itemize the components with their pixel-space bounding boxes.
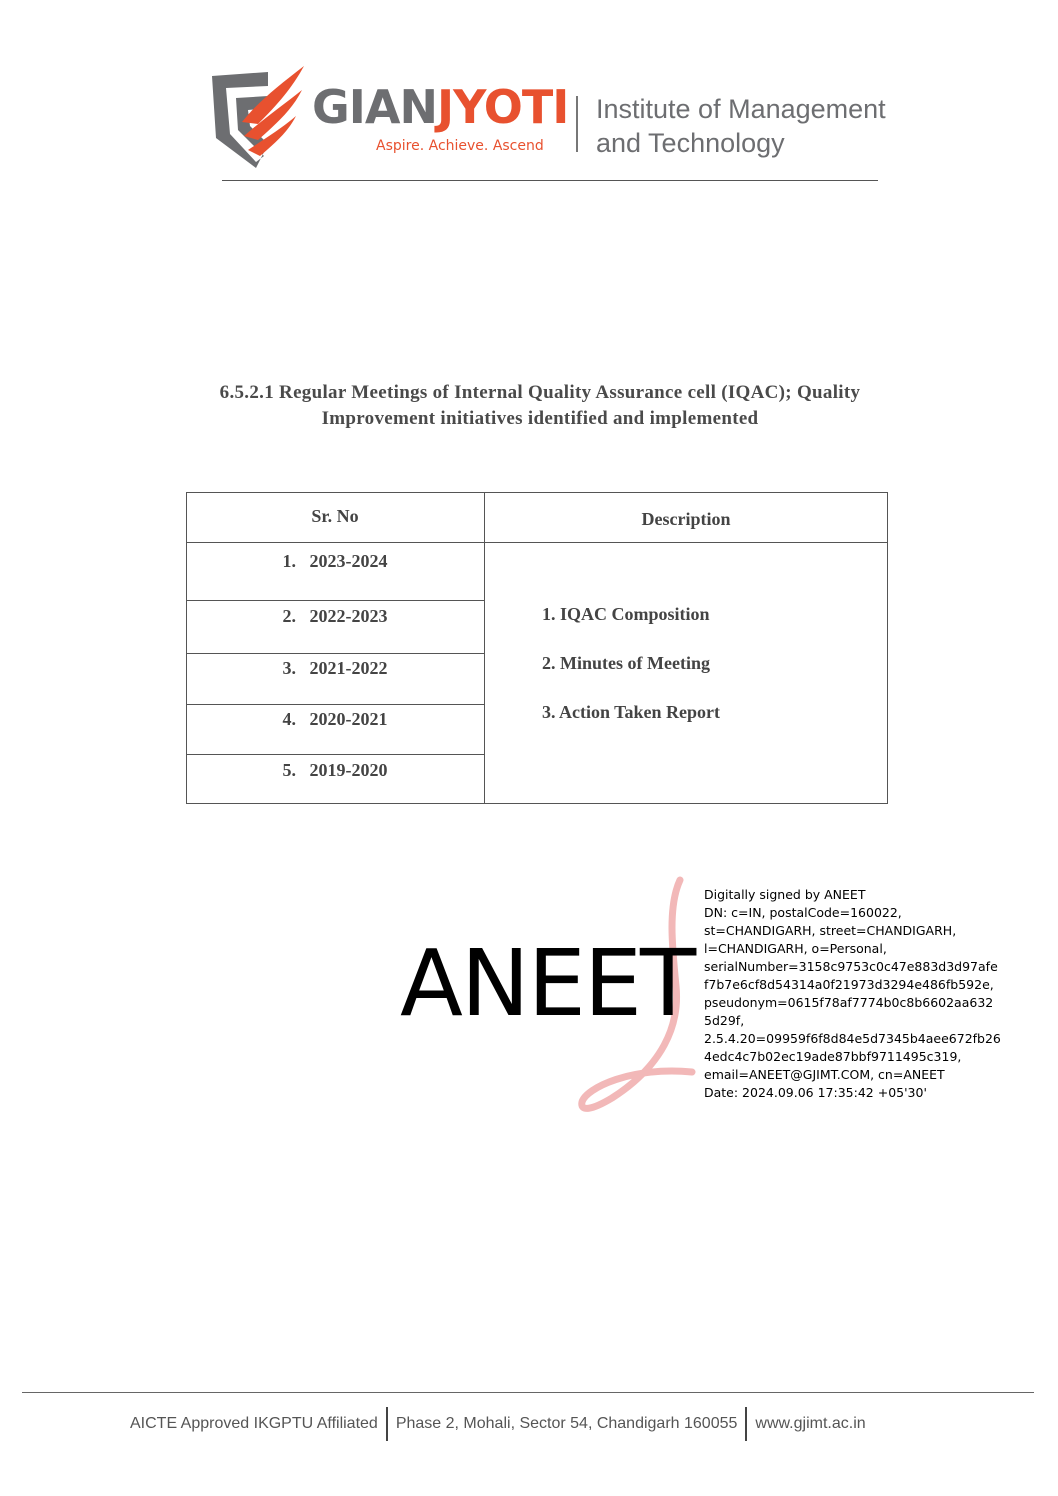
table-border-top	[186, 492, 888, 493]
signature-detail-line: 5d29f,	[704, 1013, 745, 1028]
header-rule	[222, 180, 878, 181]
brand-name-part2: JYOTI	[436, 80, 569, 134]
table-row	[186, 709, 484, 730]
row-number: 1.	[282, 551, 296, 571]
table-row	[186, 551, 484, 572]
table-row-divider	[186, 754, 484, 755]
institute-name-line2: and Technology	[596, 128, 785, 158]
signature-detail-line: serialNumber=3158c9753c0c47e883d3d97afe	[704, 959, 998, 974]
brand-tagline: Aspire. Achieve. Ascend	[376, 138, 544, 154]
row-number: 3.	[282, 658, 296, 678]
footer-divider	[386, 1407, 388, 1441]
footer	[130, 1406, 866, 1442]
footer-divider	[745, 1407, 747, 1441]
footer-rule	[22, 1392, 1034, 1393]
row-year: 2022-2023	[309, 606, 388, 626]
table-row	[186, 658, 484, 679]
document-title	[160, 380, 920, 432]
row-number: 2.	[282, 606, 296, 626]
institute-name	[596, 92, 896, 160]
header-divider	[576, 96, 578, 152]
iqac-table	[186, 492, 888, 804]
signature-detail-line: DN: c=IN, postalCode=160022,	[704, 905, 902, 920]
signature-detail-line: 4edc4c7b02ec19ade87bbf9711495c319,	[704, 1049, 962, 1064]
signature-detail-line: pseudonym=0615f78af7774b0c8b6602aa632	[704, 995, 994, 1010]
document-title-line1: 6.5.2.1 Regular Meetings of Internal Quality Assurance cell (IQAC); Quality	[219, 382, 861, 403]
table-row	[186, 760, 484, 781]
row-year: 2021-2022	[309, 658, 388, 678]
signature-detail-line: 2.5.4.20=09959f6f8d84e5d7345b4aee672fb26	[704, 1031, 1001, 1046]
table-border-right	[887, 492, 888, 804]
signature-detail-line: Date: 2024.09.06 17:35:42 +05'30'	[704, 1085, 927, 1100]
row-year: 2019-2020	[309, 760, 388, 780]
signature-detail-line: Digitally signed by ANEET	[704, 887, 866, 902]
row-year: 2020-2021	[309, 709, 388, 729]
table-row-divider	[186, 600, 484, 601]
description-item: 3. Action Taken Report	[542, 702, 721, 722]
description-item: 1. IQAC Composition	[542, 604, 710, 624]
signature-detail-line: st=CHANDIGARH, street=CHANDIGARH,	[704, 923, 957, 938]
signature-details	[704, 886, 1004, 1102]
table-row-divider	[186, 653, 484, 654]
institute-name-line1: Institute of Management	[596, 94, 886, 124]
table-header-description: Description	[641, 509, 731, 529]
description-item: 2. Minutes of Meeting	[542, 653, 710, 673]
signature-name: ANEET	[400, 930, 695, 1037]
shield-wings-icon	[208, 64, 308, 172]
signature-detail-line: email=ANEET@GJIMT.COM, cn=ANEET	[704, 1067, 945, 1082]
table-header-divider	[186, 542, 888, 543]
table-border-bottom	[186, 803, 888, 804]
footer-affiliation: AICTE Approved IKGPTU Affiliated	[130, 1415, 378, 1432]
document-title-line2: Improvement initiatives identified and implemented	[321, 408, 759, 429]
table-header-srno: Sr. No	[311, 506, 359, 526]
row-number: 5.	[282, 760, 296, 780]
footer-website: www.gjimt.ac.in	[755, 1415, 866, 1432]
table-column-divider	[484, 492, 485, 804]
signature-detail-line: f7b7e6cf8d54314a0f21973d3294e486fb592e,	[704, 977, 994, 992]
row-year: 2023-2024	[309, 551, 388, 571]
table-row-divider	[186, 704, 484, 705]
signature-detail-line: l=CHANDIGARH, o=Personal,	[704, 941, 887, 956]
table-row	[186, 606, 484, 627]
table-border-left	[186, 492, 187, 804]
brand-name	[312, 80, 569, 134]
footer-address: Phase 2, Mohali, Sector 54, Chandigarh 160055	[395, 1415, 738, 1432]
brand-name-part1: GIAN	[312, 80, 437, 134]
row-number: 4.	[282, 709, 296, 729]
